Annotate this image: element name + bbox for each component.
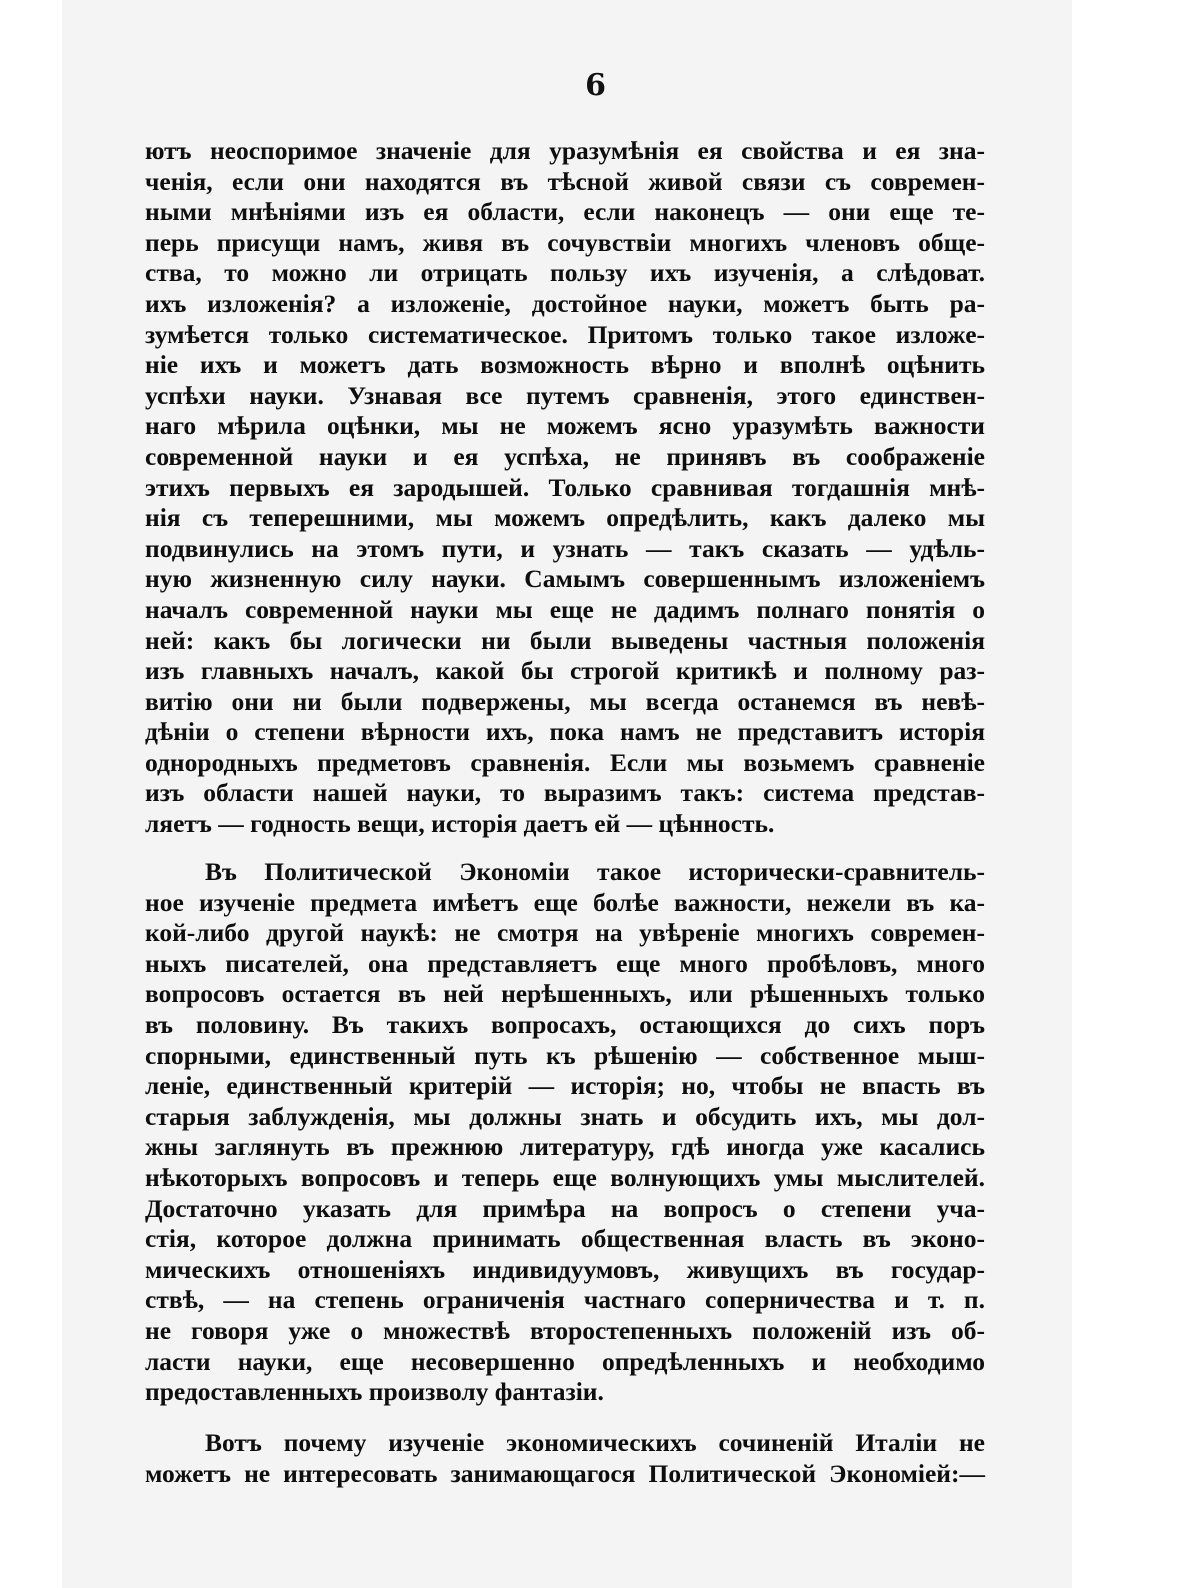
text-line: дѣніи о степени вѣрности ихъ, пока намъ не представитъ исторія [145, 717, 985, 747]
text-line: нія съ теперешними, мы можемъ опредѣлить, какъ далеко мы [145, 503, 985, 533]
text-line: ныхъ писателей, она представляетъ еще много пробѣловъ, много [145, 948, 985, 978]
text-line: жны заглянуть въ прежнюю литературу, гдѣ иногда уже касались [145, 1132, 985, 1162]
text-line: подвинулись на этомъ пути, и узнать — такъ сказать — удѣль- [145, 533, 985, 563]
text-line: ствѣ, — на степень ограниченія частнаго соперничества и т. п. [145, 1285, 985, 1315]
text-line: изъ главныхъ началъ, какой бы строгой критикѣ и полному раз- [145, 656, 985, 686]
text-line: ніе ихъ и можетъ дать возможность вѣрно и вполнѣ оцѣнить [145, 350, 985, 380]
text-line: перь присущи намъ, живя въ сочувствіи многихъ членовъ обще- [145, 227, 985, 257]
text-line: ляетъ — годность вещи, исторія даетъ ей — цѣнность. [145, 809, 775, 839]
text-line: леніе, единственный критерій — исторія; но, чтобы не впасть въ [145, 1071, 985, 1101]
text-line: Достаточно указать для примѣра на вопросъ о степени уча- [145, 1193, 985, 1223]
text-line: не говоря уже о множествѣ второстепенныхъ положеній изъ об- [145, 1315, 985, 1345]
text-line: вопросовъ остается въ ней нерѣшенныхъ, или рѣшенныхъ только [145, 979, 985, 1009]
text-line: Въ Политической Экономіи такое исторически-сравнитель- [205, 857, 985, 886]
text-line: мическихъ отношеніяхъ индивидуумовъ, живущихъ въ государ- [145, 1254, 985, 1284]
paragraph-1 [145, 136, 985, 840]
text-line: витію они ни были подвержены, мы всегда останемся въ невѣ- [145, 686, 985, 716]
text-line: этихъ первыхъ ея зародышей. Только сравнивая тогдашнія мнѣ- [145, 472, 985, 502]
text-line: можетъ не интересовать занимающагося Политической Экономіей:— [145, 1458, 985, 1488]
text-line: изъ области нашей науки, то выразимъ такъ: система представ- [145, 778, 985, 808]
text-line: ства, то можно ли отрицать пользу ихъ изученія, а слѣдоват. [145, 258, 985, 288]
text-line: ными мнѣніями изъ ея области, если наконецъ — они еще те- [145, 197, 985, 227]
text-line: ченія, если они находятся въ тѣсной живой связи съ современ- [145, 166, 985, 196]
text-line: предоставленныхъ произволу фантазіи. [145, 1377, 604, 1407]
text-line: ихъ изложенія? а изложеніе, достойное науки, можетъ быть ра- [145, 288, 985, 318]
text-line: ную жизненную силу науки. Самымъ совершеннымъ изложеніемъ [145, 564, 985, 594]
text-line: зумѣется только систематическое. Притомъ только такое изложе- [145, 319, 985, 349]
text-line: успѣхи науки. Узнавая все путемъ сравненія, этого единствен- [145, 380, 985, 410]
text-line: кой-либо другой наукѣ: не смотря на увѣреніе многихъ современ- [145, 918, 985, 948]
paragraph-3 [145, 1428, 985, 1489]
text-line: ней: какъ бы логически ни были выведены частныя положенія [145, 625, 985, 655]
text-line: началъ современной науки мы еще не дадимъ полнаго понятія о [145, 594, 985, 624]
text-line: наго мѣрила оцѣнки, мы не можемъ ясно уразумѣть важности [145, 411, 985, 441]
text-line: нѣкоторыхъ вопросовъ и теперь еще волнующихъ умы мыслителей. [145, 1162, 985, 1192]
text-line: Вотъ почему изученіе экономическихъ сочиненій Италіи не [205, 1428, 985, 1457]
text-line: стія, которое должна принимать общественная власть въ эконо- [145, 1224, 985, 1254]
text-line: спорными, единственный путь къ рѣшенію — собственное мыш- [145, 1040, 985, 1070]
text-line: ютъ неоспоримое значеніе для уразумѣнія ея свойства и ея зна- [145, 136, 985, 165]
text-line: старыя заблужденія, мы должны знать и обсудить ихъ, мы дол- [145, 1101, 985, 1131]
text-line: въ половину. Въ такихъ вопросахъ, остающихся до сихъ поръ [145, 1009, 985, 1039]
text-line: ное изученіе предмета имѣетъ еще болѣе важности, нежели въ ка- [145, 887, 985, 917]
paragraph-2 [145, 857, 985, 1408]
text-line: ласти науки, еще несовершенно опредѣленныхъ и необходимо [145, 1346, 985, 1376]
text-line: современной науки и ея успѣха, не принявъ въ соображеніе [145, 441, 985, 471]
text-line: однородныхъ предметовъ сравненія. Если мы возьмемъ сравненіе [145, 747, 985, 777]
page-number: 6 [585, 68, 606, 103]
